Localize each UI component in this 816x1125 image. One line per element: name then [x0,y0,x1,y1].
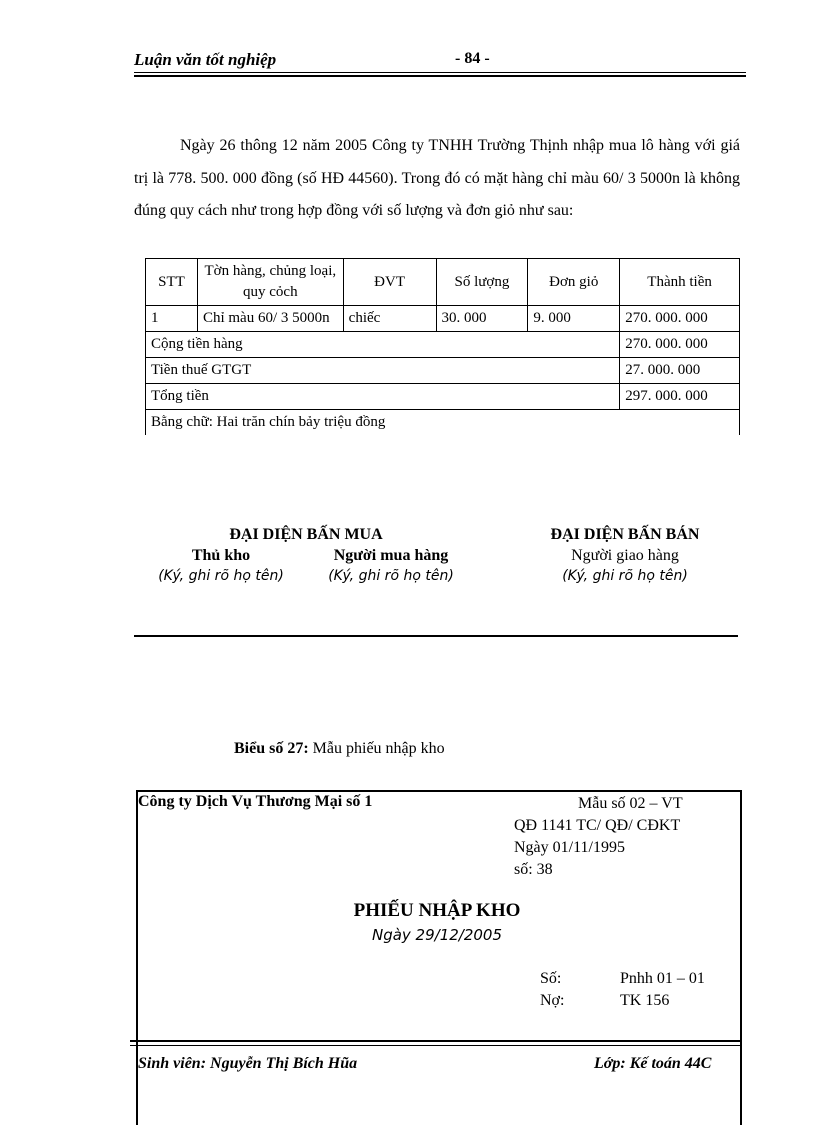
footer-rule-thick [130,1040,742,1042]
amount-in-words: Bằng chữ: Hai trăn chín bảy triệu đồng [146,410,740,436]
subtotal-row [146,332,740,358]
document-header-title: Luận văn tốt nghiệp [134,50,277,69]
paragraph-text: Ngày 26 thông 12 năm 2005 Công ty TNHH Trường Thịnh nhập mua lô hàng với giá trị là 778. 500. 000 đồng (số HĐ 44560). Trong đó có mặt hàng chỉ màu 60/ 3 5000n là không đúng quy cách như trong hợp đồng với số lượng và đơn giỏ như sau: [134,137,740,219]
deliverer-sign-note: (Ký, ghi rõ họ tên) [562,568,688,584]
subtotal-label: Cộng tiền hàng [146,332,620,358]
form-number: Mẫu số 02 – VT [578,795,683,812]
buyer-label: Người mua hàng [333,547,449,564]
col-header-stt: STT [146,259,198,306]
goods-table [145,258,740,435]
debit-account-value: TK 156 [620,992,670,1009]
form-caption [234,740,445,758]
form-info [514,793,683,881]
cell-quantity: 30. 000 [436,306,528,332]
cell-name: Chỉ màu 60/ 3 5000n [197,306,343,332]
student-name: Sinh viên: Nguyễn Thị Bích Hũa [138,1055,358,1072]
total-label: Tổng tiền [146,384,620,410]
table-row [146,306,740,332]
company-name: Công ty Dịch Vụ Thương Mại số 1 [138,793,373,810]
buyer-sign-note: (Ký, ghi rõ họ tên) [328,568,454,584]
section-divider [134,635,738,637]
seller-signature-block [530,524,720,587]
total-value: 297. 000. 000 [620,384,740,410]
caption-label: Biểu số 27: [234,740,309,757]
cell-amount: 270. 000. 000 [620,306,740,332]
col-header-unit-price: Đơn giỏ [528,259,620,306]
storekeeper-sign-note: (Ký, ghi rõ họ tên) [158,568,284,584]
vat-label: Tiền thuế GTGT [146,358,620,384]
form-decision: QĐ 1141 TC/ QĐ/ CĐKT [514,817,681,834]
buyer-signature-block [146,524,466,587]
page-number: - 84 - [455,50,490,67]
subtotal-value: 270. 000. 000 [620,332,740,358]
receipt-title: PHIẾU NHẬP KHO [353,900,521,921]
total-row [146,384,740,410]
deliverer-label: Người giao hàng [571,547,679,564]
caption-text: Mẫu phiếu nhập kho [308,740,445,757]
storekeeper-label: Thủ kho [191,547,251,564]
col-header-name: Tờn hàng, chủng loại, quy cỏch [197,259,343,306]
cell-unit-price: 9. 000 [528,306,620,332]
buyer-representative-title: ĐẠI DIỆN BẤN MUA [229,526,383,543]
vat-value: 27. 000. 000 [620,358,740,384]
voucher-number-value: Pnhh 01 – 01 [620,970,705,987]
form-issue-date: Ngày 01/11/1995 [514,839,625,856]
cell-unit: chiếc [343,306,436,332]
header-rule-thick [134,75,746,77]
amount-in-words-row [146,410,740,436]
cell-stt: 1 [146,306,198,332]
class-name: Lớp: Kế toán 44C [594,1055,712,1072]
footer-rule-thin [130,1045,742,1046]
voucher-ledger [540,968,705,1012]
voucher-number-label: Số: [540,970,562,987]
body-paragraph [134,130,740,228]
header-rule-thin [134,72,746,73]
seller-representative-title: ĐẠI DIỆN BẤN BÁN [550,526,700,543]
table-header-row [146,259,740,306]
col-header-amount: Thành tiền [620,259,740,306]
debit-account-label: Nợ: [540,992,565,1009]
col-header-quantity: Số lượng [436,259,528,306]
vat-row [146,358,740,384]
form-number-line: số: 38 [514,861,553,878]
col-header-unit: ĐVT [343,259,436,306]
receipt-date: Ngày 29/12/2005 [371,926,503,944]
